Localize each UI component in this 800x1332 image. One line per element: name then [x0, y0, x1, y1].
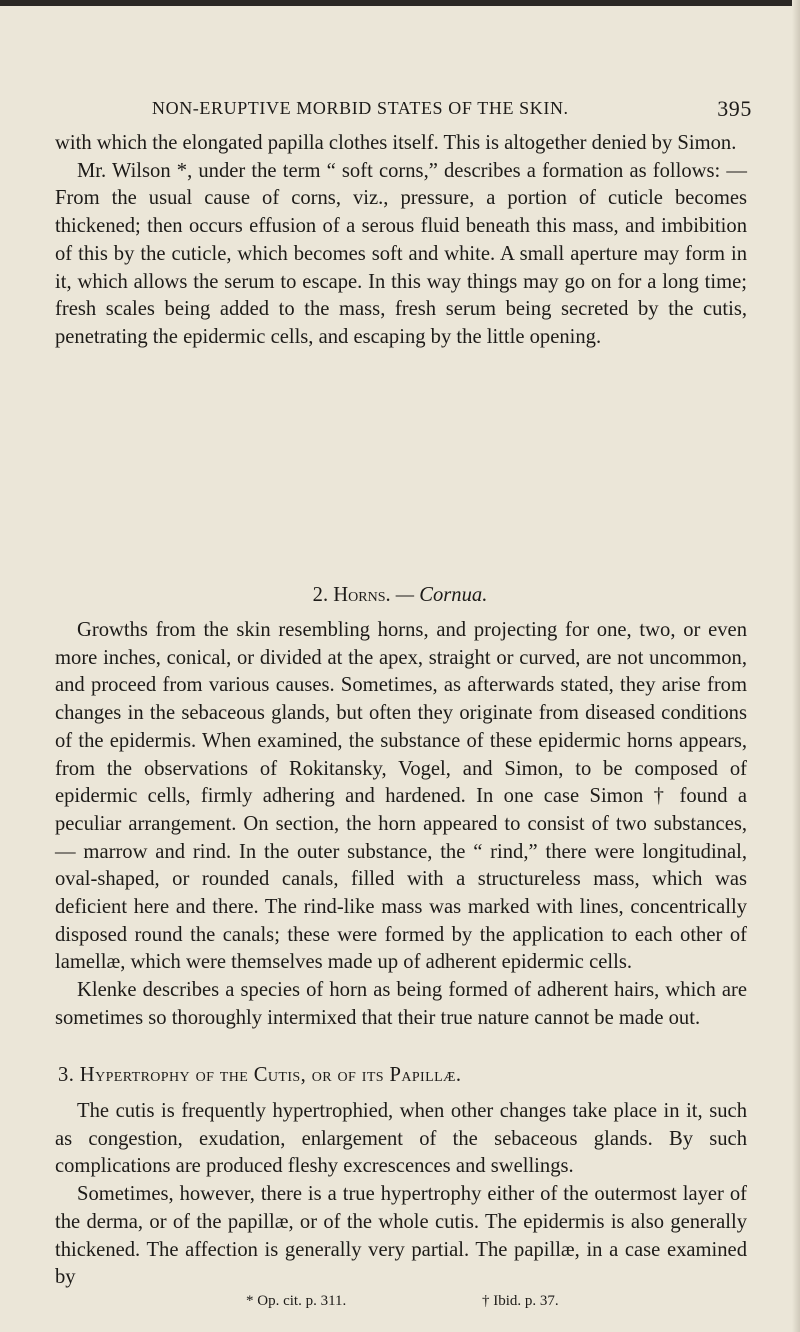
section1-text — [55, 130, 747, 352]
paragraph-true-hypertrophy: Sometimes, however, there is a true hypertrophy either of the outermost layer of the derma, or of the papillæ, or of the whole cutis. The epidermis is also generally thickened. The affection is generally very partial. The papillæ, in a case examined by — [55, 1183, 747, 1289]
footnote-2: † Ibid. p. 37. — [482, 1293, 559, 1309]
heading-title: Horns. — [333, 584, 391, 606]
paragraph-klenke: Klenke describes a species of horn as being formed of adherent hairs, which are sometimes so thoroughly intermixed that their true nature cannot be made out. — [55, 979, 747, 1029]
page-number: 395 — [717, 96, 752, 121]
footnote-1: * Op. cit. p. 311. — [246, 1293, 347, 1309]
heading-latin: — Cornua. — [395, 584, 488, 606]
running-header — [152, 98, 752, 124]
running-title: NON-ERUPTIVE MORBID STATES OF THE SKIN. — [152, 98, 569, 118]
section-heading-hypertrophy: 3. Hypertrophy of the Cutis, or of its Papillæ. — [58, 1064, 462, 1086]
section-heading-horns — [0, 584, 800, 607]
paragraph-soft-corns: Mr. Wilson *, under the term “ soft corns,” describes a formation as follows: — From the usual cause of corns, viz., pressure, a portion of cuticle becomes thickened; then occurs effusion of a serous fluid beneath this mass, and imbibition of this by the cuticle, which becomes soft and white. A small aperture may form in it, which allows the serum to escape. In this way things may go on for a long time; fresh scales being added to the mass, fresh serum being secreted by the cutis, penetrating the epidermic cells, and escaping by the little opening. — [55, 159, 747, 348]
scan-right-edge — [792, 0, 800, 1332]
scan-top-border — [0, 0, 800, 6]
section3-text — [55, 1098, 747, 1292]
paragraph-horns: Growths from the skin resembling horns, and projecting for one, two, or even more inches, conical, or divided at the apex, straight or curved, are not uncommon, and proceed from various causes. Sometimes, as afterwards stated, they arise from changes in the sebaceous glands, but often they originate from diseased conditions of the epidermis. When examined, the substance of these epidermic horns appears, from the observations of Rokitansky, Vogel, and Simon, to be composed of epidermic cells, firmly adhering and hardened. In one case Simon † found a peculiar arrangement. On section, the horn appeared to consist of two substances, — marrow and rind. In the outer substance, the “ rind,” there were longitudinal, oval-shaped, or rounded canals, filled with a structureless mass, which was deficient here and there. The rind-like mass was marked with lines, concentrically disposed round the canals; these were formed by the application to each other of lamellæ, which were themselves made up of adherent epidermic cells. — [55, 619, 747, 974]
footnotes — [246, 1293, 666, 1317]
section2-text — [55, 617, 747, 1033]
paragraph-continued: with which the elongated papilla clothes itself. This is altogether denied by Simon. — [55, 132, 737, 154]
heading-number: 2. — [312, 584, 329, 606]
paragraph-cutis: The cutis is frequently hypertrophied, when other changes take place in it, such as congestion, exudation, enlargement of the sebaceous glands. By such complications are produced fleshy excrescences and swellings. — [55, 1100, 747, 1178]
